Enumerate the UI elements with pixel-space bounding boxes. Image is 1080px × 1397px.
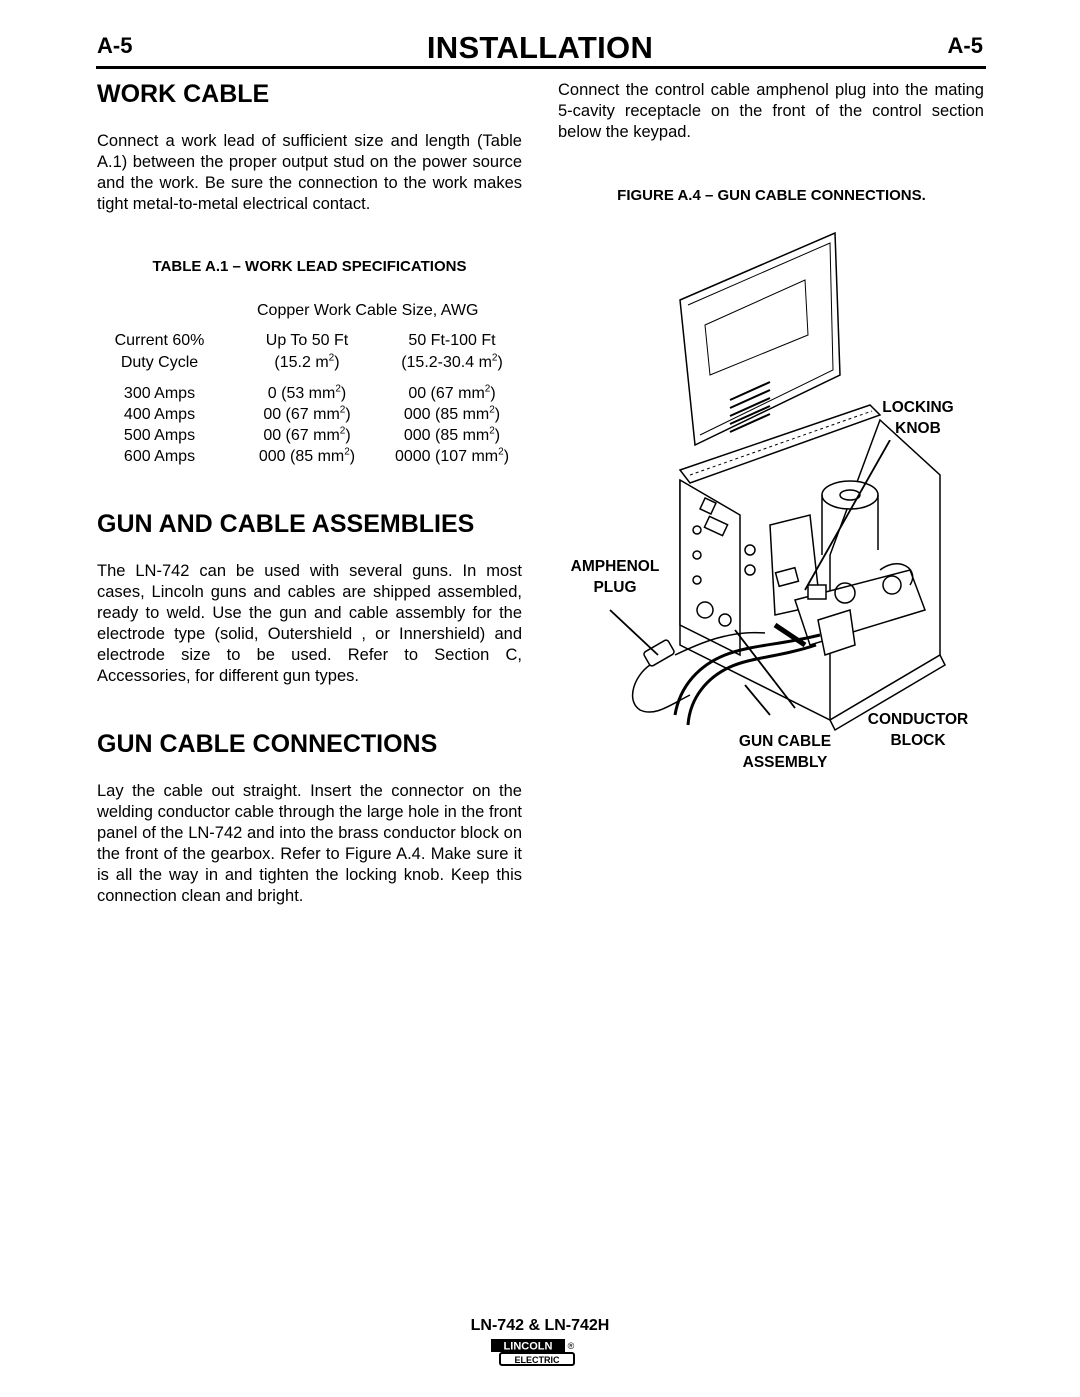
unit-close: ) bbox=[497, 354, 503, 371]
page-code-left: A-5 bbox=[97, 33, 133, 58]
col-header-line: Current 60% bbox=[114, 332, 205, 349]
leader-amphenol-plug bbox=[610, 610, 658, 655]
col-header-line: Up To 50 Ft bbox=[265, 332, 349, 349]
unit-text: (15.2 m bbox=[274, 354, 329, 371]
header-rule bbox=[96, 66, 986, 69]
footer-model: LN-742 & LN-742H bbox=[470, 1317, 610, 1334]
cell-text: 00 (67 mm bbox=[408, 385, 485, 402]
gun-connections-paragraph: Lay the cable out straight. Insert the connector on the welding conductor cable through the large hole in the front panel of the LN-742 and into the brass conductor block on the front of the gearbox. Refer to Figure A.4. Make sure it is all the way in and tighten the locking knob. Keep this connection clean and bright. bbox=[97, 782, 522, 905]
col-header-line: Duty Cycle bbox=[120, 354, 199, 371]
gun-assemblies-heading: GUN AND CABLE ASSEMBLIES bbox=[97, 510, 475, 538]
logo-bottom-text: ELECTRIC bbox=[514, 1355, 560, 1365]
callout-line: KNOB bbox=[895, 420, 941, 437]
callout-locking-knob bbox=[848, 397, 988, 439]
superscript: 2 bbox=[484, 383, 491, 395]
superscript: 2 bbox=[498, 446, 504, 458]
cell-close: ) bbox=[345, 406, 351, 423]
superscript: 2 bbox=[339, 404, 346, 416]
superscript: 2 bbox=[339, 425, 346, 437]
cell-50-100 bbox=[382, 446, 522, 467]
logo-top-text: LINCOLN bbox=[503, 1340, 553, 1353]
gun-assemblies-paragraph: The LN-742 can be used with several guns. In most cases, Lincoln guns and cables are shipped assembled, ready to weld. Use the gun and cable assembly for the electrode type (solid, Outershield , or Innershield) and electrode size to be used. Refer to Section C, Accessories, for different gun types. bbox=[97, 562, 522, 685]
callout-conductor-block bbox=[848, 709, 988, 751]
leader-conductor-block bbox=[735, 630, 795, 708]
cell-current: 600 Amps bbox=[123, 448, 196, 465]
cell-text: 000 (85 mm bbox=[403, 406, 490, 423]
figure-title: FIGURE A.4 – GUN CABLE CONNECTIONS. bbox=[617, 187, 926, 204]
cell-current: 500 Amps bbox=[123, 427, 196, 444]
work-cable-heading: WORK CABLE bbox=[97, 80, 270, 108]
cell-50-100 bbox=[382, 383, 522, 404]
unit-close: ) bbox=[334, 354, 340, 371]
cell-current: 400 Amps bbox=[123, 406, 196, 423]
callout-gun-cable-assembly bbox=[715, 731, 855, 773]
cell-close: ) bbox=[494, 406, 501, 423]
cell-close: ) bbox=[349, 448, 356, 465]
leader-gun-cable bbox=[745, 685, 770, 715]
cell-close: ) bbox=[345, 427, 351, 444]
callout-line: LOCKING bbox=[882, 399, 954, 416]
superscript: 2 bbox=[335, 383, 341, 395]
lincoln-electric-logo bbox=[488, 1338, 580, 1368]
superscript: 2 bbox=[489, 425, 495, 437]
cell-close: ) bbox=[340, 385, 347, 402]
callout-line: ASSEMBLY bbox=[742, 754, 828, 771]
col-header-line: 50 Ft-100 Ft bbox=[408, 332, 496, 349]
cell-text: 00 (67 mm bbox=[263, 427, 340, 444]
cell-upto50 bbox=[247, 446, 367, 467]
cell-close: ) bbox=[494, 427, 501, 444]
gun-connections-heading: GUN CABLE CONNECTIONS bbox=[97, 730, 438, 758]
callout-line: AMPHENOL bbox=[570, 558, 660, 575]
superscript: 2 bbox=[344, 446, 350, 458]
cell-close: ) bbox=[490, 385, 496, 402]
col-header-line bbox=[382, 352, 522, 373]
callout-amphenol-plug bbox=[545, 556, 685, 598]
cell-text: 000 (85 mm bbox=[403, 427, 490, 444]
callout-line: BLOCK bbox=[890, 732, 946, 749]
page-title: INSTALLATION bbox=[426, 30, 654, 65]
unit-text: (15.2-30.4 m bbox=[401, 354, 492, 371]
cell-50-100 bbox=[382, 404, 522, 425]
table-group-header: Copper Work Cable Size, AWG bbox=[257, 302, 479, 319]
cell-close: ) bbox=[503, 448, 510, 465]
callout-line: CONDUCTOR bbox=[867, 711, 969, 728]
amphenol-paragraph: Connect the control cable amphenol plug into the mating 5-cavity receptacle on the front of the control section below the keypad. bbox=[558, 81, 984, 141]
col-header-line bbox=[247, 352, 367, 373]
cell-50-100 bbox=[382, 425, 522, 446]
cell-text: 00 (67 mm bbox=[263, 406, 340, 423]
leader-locking-knob bbox=[805, 440, 890, 590]
callout-line: PLUG bbox=[593, 579, 637, 596]
cell-text: 0000 (107 mm bbox=[394, 448, 499, 465]
superscript: 2 bbox=[491, 352, 498, 364]
work-cable-paragraph: Connect a work lead of sufficient size and length (Table A.1) between the proper output stud on the power source and the work. Be sure the connection to the work makes tight metal-to-metal electrical contact. bbox=[97, 132, 522, 213]
page-code-right: A-5 bbox=[947, 33, 983, 58]
superscript: 2 bbox=[489, 404, 495, 416]
superscript: 2 bbox=[328, 352, 335, 364]
cell-upto50 bbox=[247, 383, 367, 404]
cell-text: 000 (85 mm bbox=[258, 448, 345, 465]
cell-text: 0 (53 mm bbox=[267, 385, 336, 402]
callout-line: GUN CABLE bbox=[738, 733, 832, 750]
table-title: TABLE A.1 – WORK LEAD SPECIFICATIONS bbox=[152, 258, 467, 275]
logo-registered-mark: ® bbox=[567, 1341, 575, 1351]
cell-current: 300 Amps bbox=[123, 385, 196, 402]
cell-upto50 bbox=[247, 404, 367, 425]
cell-upto50 bbox=[247, 425, 367, 446]
